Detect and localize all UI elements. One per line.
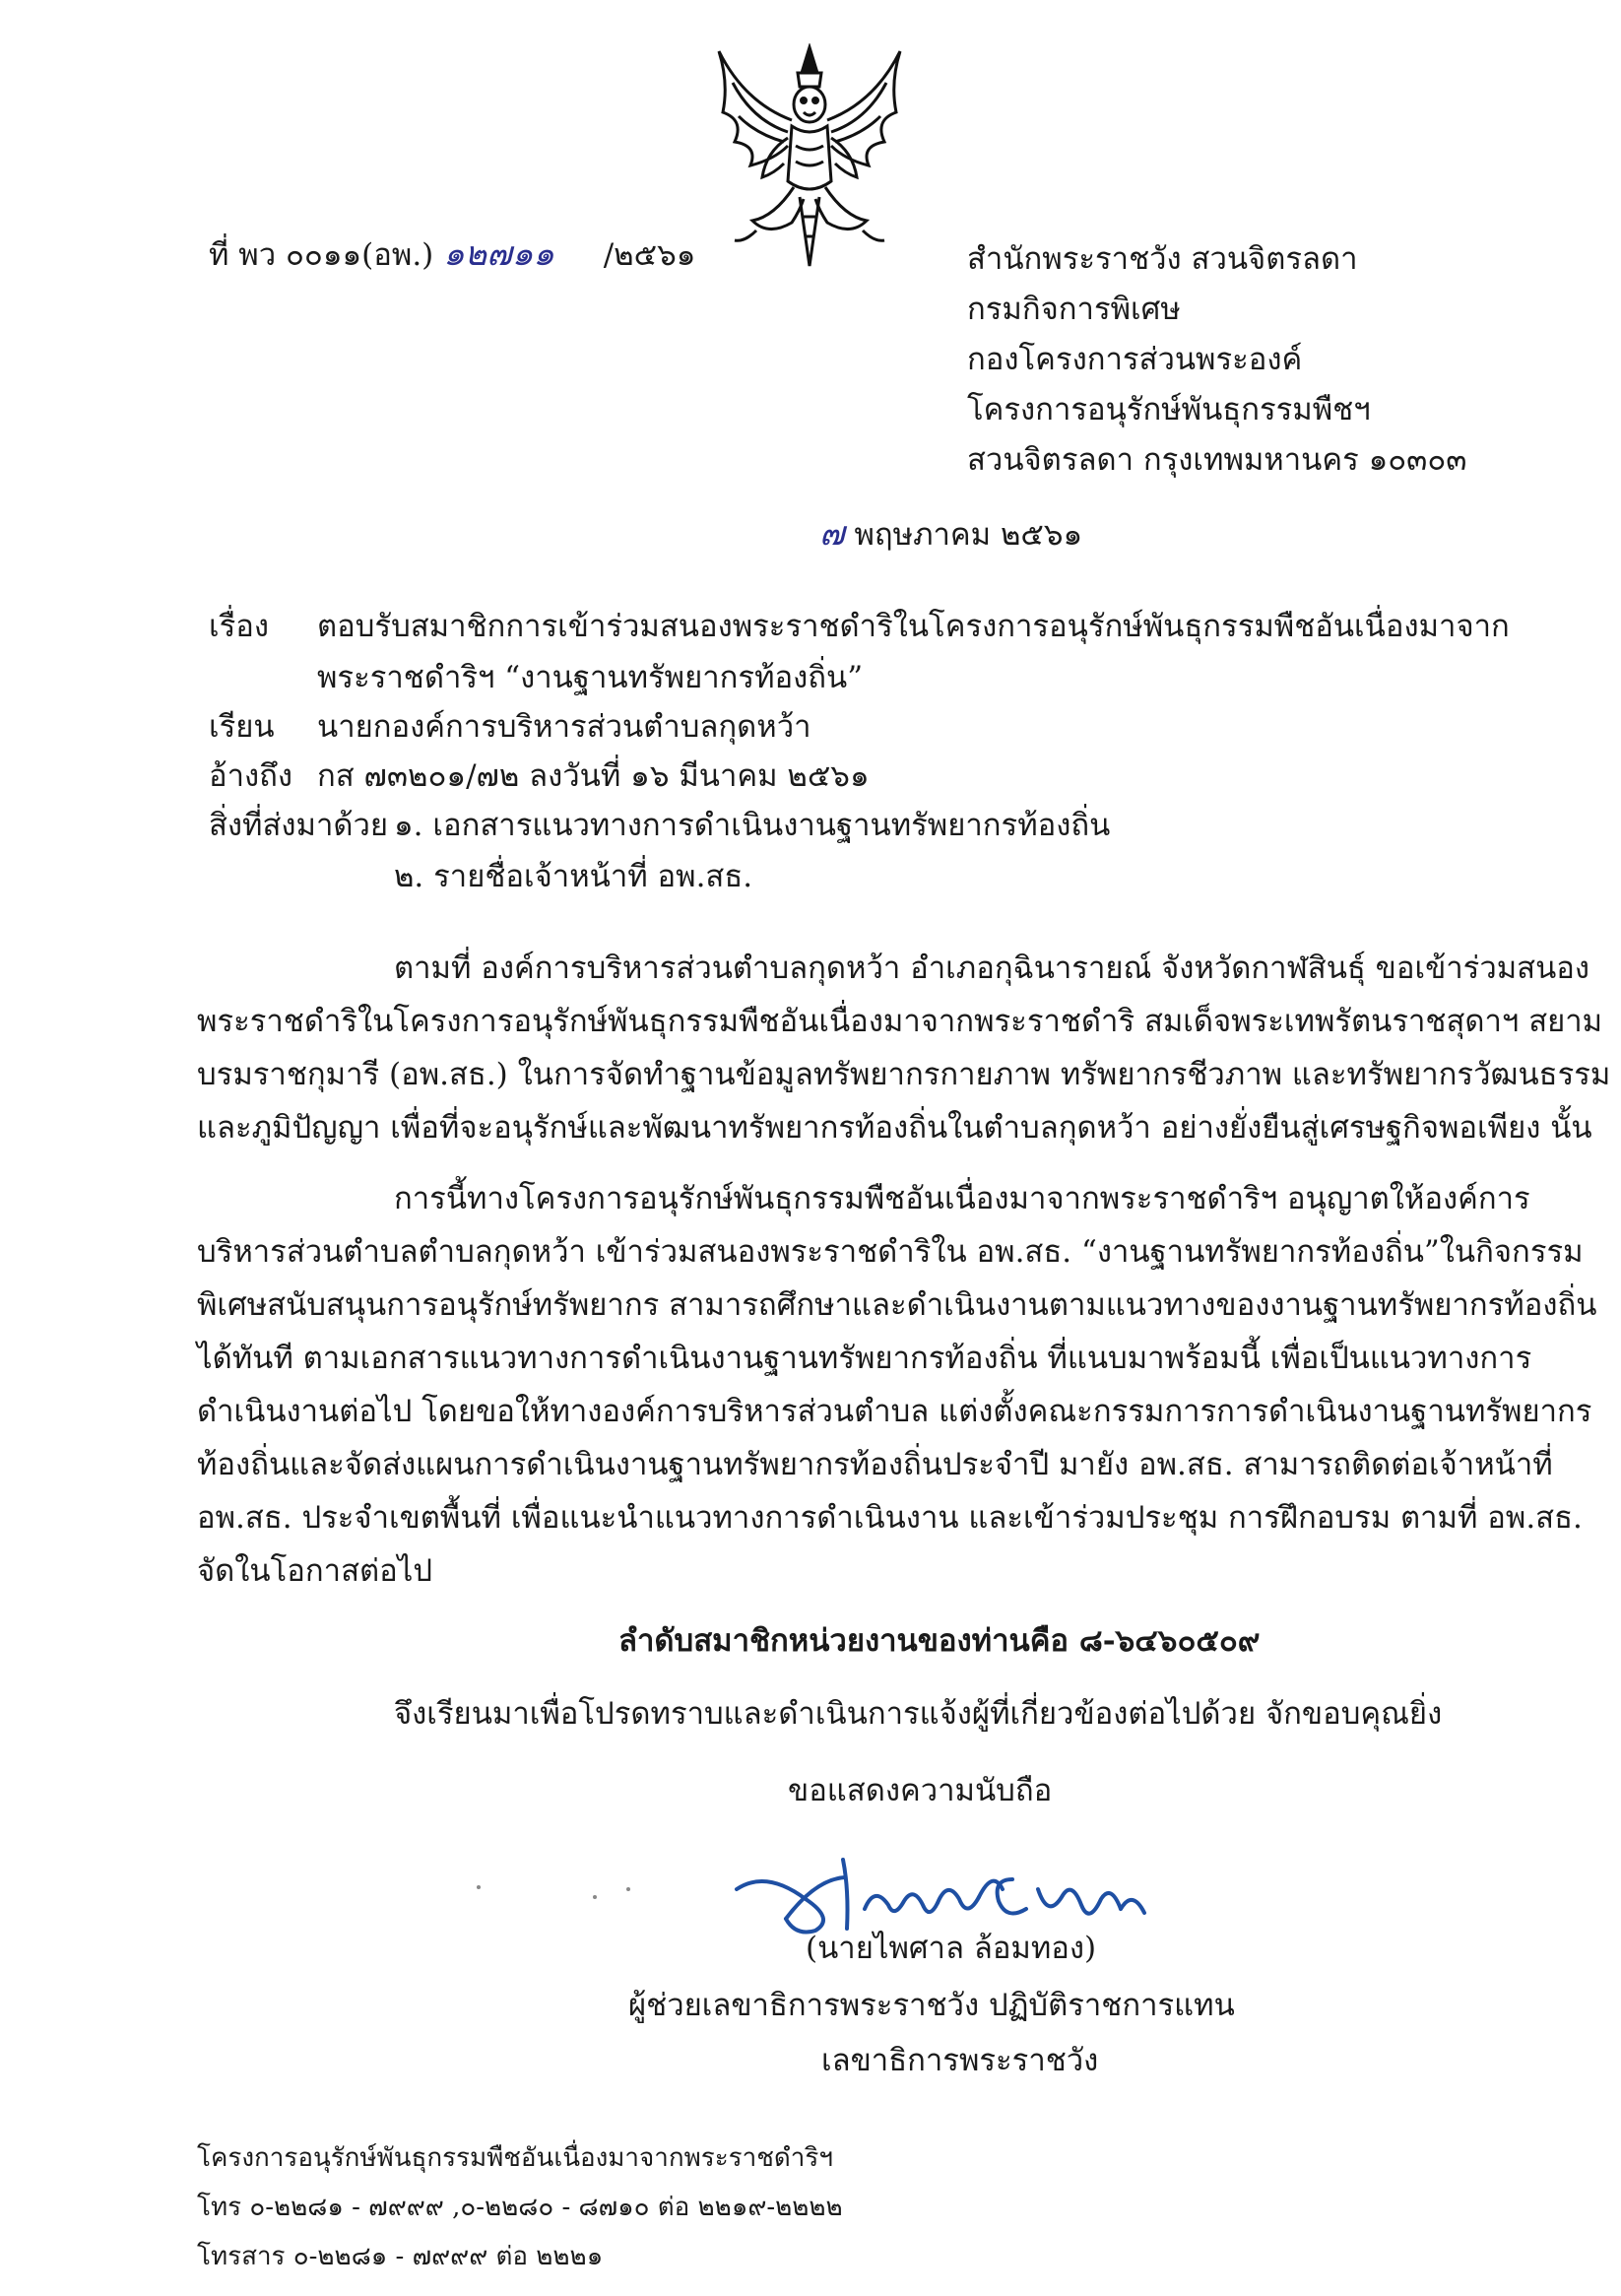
letter-date xyxy=(819,514,1082,555)
date-month-year: พฤษภาคม ๒๕๖๑ xyxy=(854,517,1083,553)
subject-line-2: พระราชดำริฯ “งานฐานทรัพยากรท้องถิ่น” xyxy=(317,660,864,695)
subject-label: เรื่อง xyxy=(209,609,270,644)
signer-name: (นายไพศาล ล้อมทอง) xyxy=(806,1931,1097,1966)
paragraph-1-line: บรมราชกุมารี (อพ.สธ.) ในการจัดทำฐานข้อมูลทรัพยากรกายภาพ ทรัพยากรชีวภาพ และทรัพยากรวัฒนธรรม xyxy=(197,1057,1611,1092)
stray-mark xyxy=(626,1887,630,1891)
paragraph-2-line: พิเศษสนับสนุนการอนุรักษ์ทรัพยากร สามารถศึกษาและดำเนินงานตามแนวทางของงานฐานทรัพยากรท้องถิ่น xyxy=(197,1287,1597,1323)
body-paragraph-2 xyxy=(197,1172,1597,1598)
footer-fax: โทรสาร ๐-๒๒๘๑ - ๗๙๙๙ ต่อ ๒๒๒๑ xyxy=(197,2242,604,2271)
reference-handwritten-number: ๑๒๗๑๑ xyxy=(443,234,554,274)
stray-mark xyxy=(477,1885,481,1889)
enclosure-label: สิ่งที่ส่งมาด้วย xyxy=(209,808,389,843)
sender-line-2: กรมกิจการพิเศษ xyxy=(967,292,1181,327)
garuda-emblem-icon xyxy=(705,43,914,272)
paragraph-2-line: จัดในโอกาสต่อไป xyxy=(197,1553,433,1589)
sender-line-3: กองโครงการส่วนพระองค์ xyxy=(967,342,1303,377)
footer-contact xyxy=(197,2133,843,2281)
sender-address xyxy=(967,234,1467,486)
enclosure-item-1: ๑. เอกสารแนวทางการดำเนินงานฐานทรัพยากรท้องถิ่น xyxy=(394,808,1111,843)
paragraph-2-line: ดำเนินงานต่อไป โดยขอให้ทางองค์การบริหารส่วนตำบล แต่งตั้งคณะกรรมการการดำเนินงานฐานทรัพยากร xyxy=(197,1394,1592,1429)
enclosure-item-2: ๒. รายชื่อเจ้าหน้าที่ อพ.สธ. xyxy=(394,859,753,894)
paragraph-2-line: การนี้ทางโครงการอนุรักษ์พันธุกรรมพืชอันเนื่องมาจากพระราชดำริฯ อนุญาตให้องค์การ xyxy=(394,1181,1530,1216)
signer-position-2: เลขาธิการพระราชวัง xyxy=(821,2043,1099,2078)
sender-line-1: สำนักพระราชวัง สวนจิตรลดา xyxy=(967,241,1358,277)
reference-label: อ้างถึง xyxy=(209,758,293,794)
paragraph-1-line: ตามที่ องค์การบริหารส่วนตำบลกุดหว้า อำเภอกุฉินารายณ์ จังหวัดกาฬสินธุ์ ขอเข้าร่วมสนอง xyxy=(394,951,1590,986)
to-label: เรียน xyxy=(209,709,275,745)
paragraph-1-line: พระราชดำริในโครงการอนุรักษ์พันธุกรรมพืชอันเนื่องมาจากพระราชดำริ สมเด็จพระเทพรัตนราชสุดาฯ สยาม xyxy=(197,1004,1603,1039)
reference-number xyxy=(209,234,695,275)
reference-value: กส ๗๓๒๐๑/๗๒ ลงวันที่ ๑๖ มีนาคม ๒๕๖๑ xyxy=(317,758,870,794)
to-value: นายกองค์การบริหารส่วนตำบลกุดหว้า xyxy=(317,709,811,745)
footer-phone: โทร ๐-๒๒๘๑ - ๗๙๙๙ ,๐-๒๒๘๐ - ๘๗๑๐ ต่อ ๒๒๑๙-๒๒๒๒ xyxy=(197,2193,843,2222)
salutation: ขอแสดงความนับถือ xyxy=(788,1773,1053,1808)
paragraph-2-line: ท้องถิ่นและจัดส่งแผนการดำเนินงานฐานทรัพยากรท้องถิ่นประจำปี มายัง อพ.สธ. สามารถติดต่อเจ้าหน้าที่ xyxy=(197,1447,1553,1482)
closing-line: จึงเรียนมาเพื่อโปรดทราบและดำเนินการแจ้งผู้ที่เกี่ยวข้องต่อไปด้วย จักขอบคุณยิ่ง xyxy=(394,1696,1443,1732)
member-id-line: ลำดับสมาชิกหน่วยงานของท่านคือ ๘-๖๔๖๐๕๐๙ xyxy=(618,1623,1261,1659)
paragraph-1-line: และภูมิปัญญา เพื่อที่จะอนุรักษ์และพัฒนาทรัพยากรท้องถิ่นในตำบลกุดหว้า อย่างยั่งยืนสู่เศรษฐกิจพอเพียง นั้น xyxy=(197,1110,1592,1146)
footer-organization: โครงการอนุรักษ์พันธุกรรมพืชอันเนื่องมาจากพระราชดำริฯ xyxy=(197,2143,833,2173)
signer-position-1: ผู้ช่วยเลขาธิการพระราชวัง ปฏิบัติราชการแทน xyxy=(628,1988,1235,2023)
sender-line-4: โครงการอนุรักษ์พันธุกรรมพืชฯ xyxy=(967,392,1371,427)
body-paragraph-1 xyxy=(197,942,1611,1154)
sender-line-5: สวนจิตรลดา กรุงเทพมหานคร ๑๐๓๐๓ xyxy=(967,442,1467,478)
stray-mark xyxy=(593,1895,597,1899)
paragraph-2-line: อพ.สธ. ประจำเขตพื้นที่ เพื่อแนะนำแนวทางการดำเนินงาน และเข้าร่วมประชุม การฝึกอบรม ตามที่ อพ.สธ. xyxy=(197,1500,1583,1536)
reference-prefix: ที่ พว ๐๐๑๑(อพ.) xyxy=(209,237,434,273)
date-day-handwritten: ๗ xyxy=(819,514,845,554)
subject-line-1: ตอบรับสมาชิกการเข้าร่วมสนองพระราชดำริในโครงการอนุรักษ์พันธุกรรมพืชอันเนื่องมาจาก xyxy=(317,609,1510,644)
paragraph-2-line: บริหารส่วนตำบลตำบลกุดหว้า เข้าร่วมสนองพระราชดำริใน อพ.สธ. “งานฐานทรัพยากรท้องถิ่น”ในกิจกรรม xyxy=(197,1234,1584,1270)
reference-year: /๒๕๖๑ xyxy=(603,237,696,273)
paragraph-2-line: ได้ทันที ตามเอกสารแนวทางการดำเนินงานฐานทรัพยากรท้องถิ่น ที่แนบมาพร้อมนี้ เพื่อเป็นแนวทางการ xyxy=(197,1341,1532,1376)
